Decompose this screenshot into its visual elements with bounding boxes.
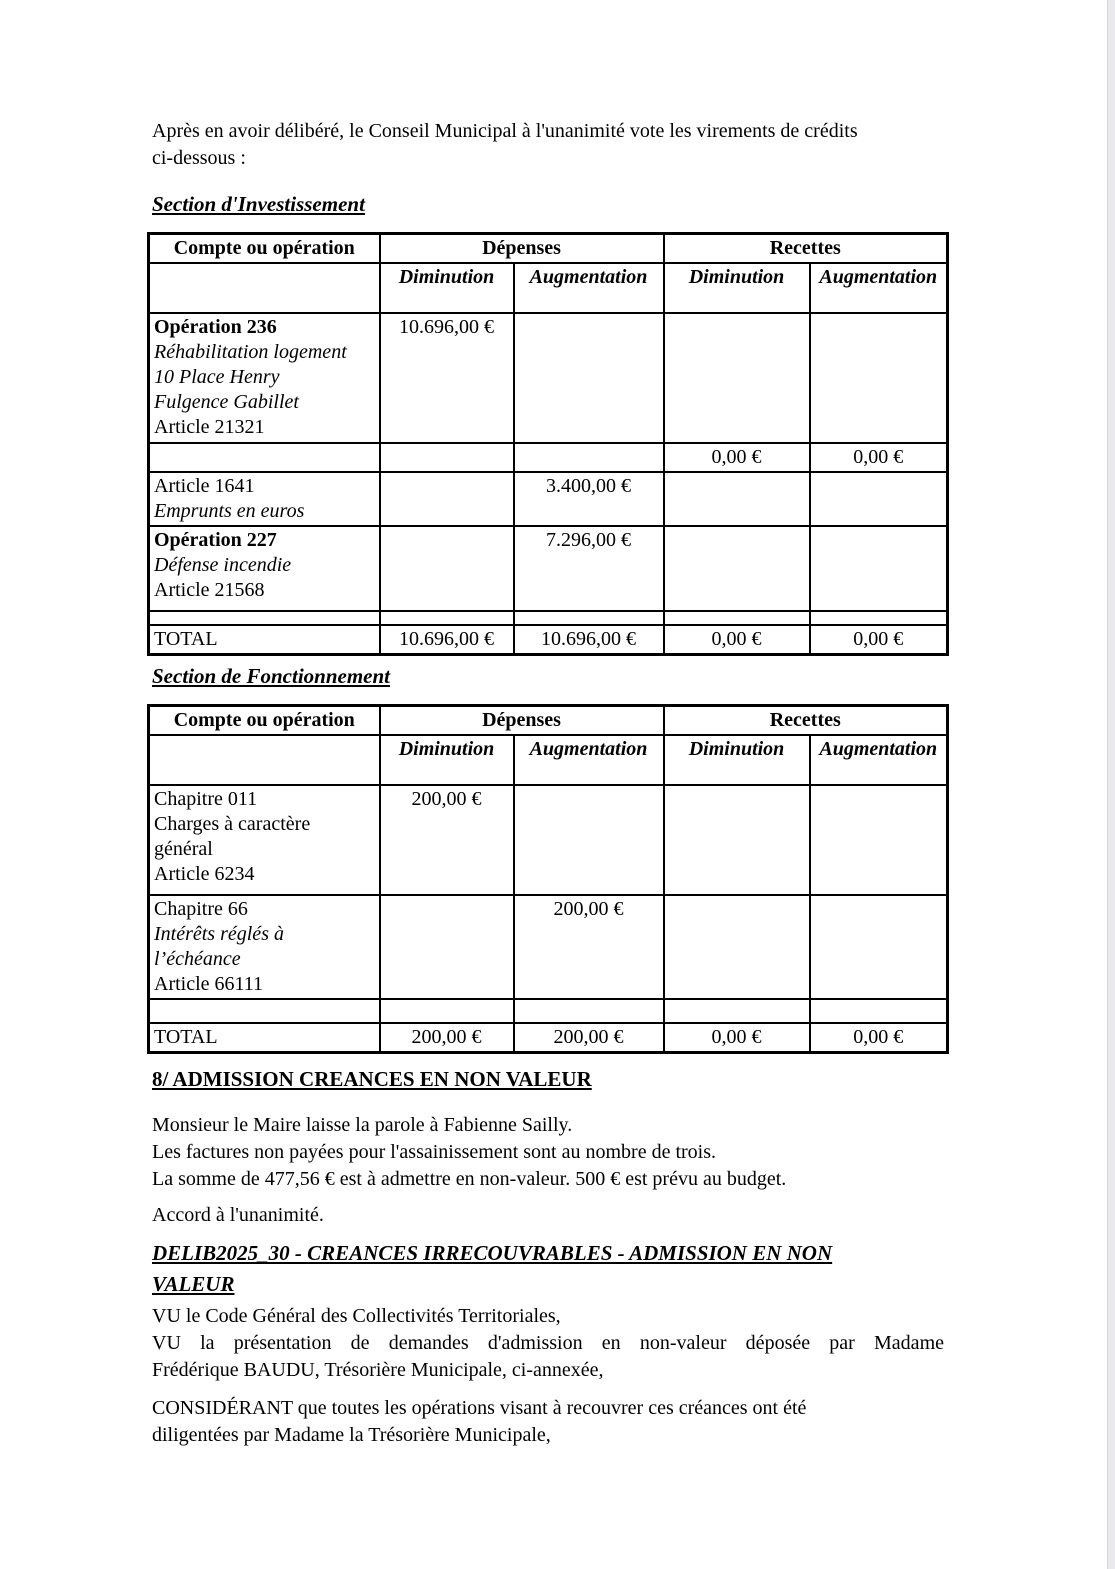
scrollbar-track[interactable] bbox=[1107, 0, 1115, 1569]
table-row bbox=[149, 785, 948, 895]
considerant-line-2: diligentées par Madame la Trésorière Municipale, bbox=[152, 1424, 551, 1446]
chapitre-66-desc-1: Intérêts réglés à bbox=[154, 923, 284, 945]
article-1641-desc: Emprunts en euros bbox=[154, 500, 305, 522]
empty-cell bbox=[380, 443, 514, 472]
spacer-row bbox=[149, 611, 948, 625]
empty-cell bbox=[810, 611, 948, 625]
table-header-row-sub bbox=[149, 735, 948, 785]
empty-cell bbox=[149, 999, 380, 1023]
chapitre-011-title: Chapitre 011 bbox=[154, 788, 258, 810]
chapitre-66-desc-2: l’échéance bbox=[154, 948, 241, 970]
vu-line-2: VU la présentation de demandes d'admission en non-valeur déposée par Madame bbox=[152, 1332, 944, 1354]
vu-paragraph bbox=[152, 1303, 944, 1384]
empty-cell bbox=[380, 472, 514, 526]
operation-236-desc-3: Fulgence Gabillet bbox=[154, 391, 299, 413]
empty-cell bbox=[380, 895, 514, 999]
empty-cell bbox=[664, 999, 810, 1023]
table-row bbox=[149, 472, 948, 526]
empty-cell bbox=[514, 999, 664, 1023]
empty-cell bbox=[149, 263, 380, 313]
total-dep-dim: 10.696,00 € bbox=[380, 625, 514, 655]
section-title-investissement: Section d'Investissement bbox=[152, 192, 365, 216]
header-depenses-augmentation: Augmentation bbox=[514, 263, 664, 313]
cell-amount: 10.696,00 € bbox=[380, 313, 514, 443]
investissement-table bbox=[147, 232, 949, 656]
total-rec-aug: 0,00 € bbox=[810, 1023, 948, 1053]
chapitre-66-title: Chapitre 66 bbox=[154, 898, 248, 920]
empty-cell bbox=[514, 313, 664, 443]
header-compte-ou-operation: Compte ou opération bbox=[149, 234, 380, 264]
intro-line-2: ci-dessous : bbox=[152, 147, 246, 169]
fonctionnement-table bbox=[147, 704, 949, 1054]
heading-admission-creances: 8/ ADMISSION CREANCES EN NON VALEUR bbox=[152, 1067, 592, 1091]
cell-amount: 200,00 € bbox=[514, 895, 664, 999]
empty-cell bbox=[149, 735, 380, 785]
empty-cell bbox=[810, 785, 948, 895]
total-label: TOTAL bbox=[149, 1023, 380, 1053]
header-recettes-augmentation: Augmentation bbox=[810, 735, 948, 785]
chapitre-011-desc-2: général bbox=[154, 838, 213, 860]
intro-paragraph bbox=[152, 118, 944, 172]
table-row bbox=[149, 526, 948, 611]
section-title-fonctionnement: Section de Fonctionnement bbox=[152, 664, 391, 688]
chapitre-66-article: Article 66111 bbox=[154, 973, 264, 995]
operation-236-title: Opération 236 bbox=[154, 316, 277, 338]
table-header-row-groups bbox=[149, 706, 948, 736]
empty-cell bbox=[514, 611, 664, 625]
table-row bbox=[149, 443, 948, 472]
header-recettes-diminution: Diminution bbox=[664, 735, 810, 785]
cell-amount: 200,00 € bbox=[380, 785, 514, 895]
total-row bbox=[149, 1023, 948, 1053]
operation-236-desc-1: Réhabilitation logement bbox=[154, 341, 347, 363]
spacer-row bbox=[149, 999, 948, 1023]
empty-cell bbox=[514, 785, 664, 895]
table-header-row-sub bbox=[149, 263, 948, 313]
document-content bbox=[152, 0, 944, 1569]
operation-236-desc-2: 10 Place Henry bbox=[154, 366, 280, 388]
accord-paragraph: Accord à l'unanimité. bbox=[152, 1204, 324, 1226]
empty-cell bbox=[664, 785, 810, 895]
table-row bbox=[149, 895, 948, 999]
table-row bbox=[149, 313, 948, 443]
total-dep-aug: 10.696,00 € bbox=[514, 625, 664, 655]
header-depenses-augmentation: Augmentation bbox=[514, 735, 664, 785]
header-depenses: Dépenses bbox=[380, 706, 664, 736]
cell-operation-236 bbox=[149, 313, 380, 443]
cell-amount: 7.296,00 € bbox=[514, 526, 664, 611]
total-label: TOTAL bbox=[149, 625, 380, 655]
considerant-line-1: CONSIDÉRANT que toutes les opérations visant à recouvrer ces créances ont été bbox=[152, 1397, 807, 1419]
header-depenses: Dépenses bbox=[380, 234, 664, 264]
empty-cell bbox=[380, 999, 514, 1023]
empty-cell bbox=[810, 313, 948, 443]
intro-line-1: Après en avoir délibéré, le Conseil Municipal à l'unanimité vote les virements de crédits bbox=[152, 120, 858, 142]
empty-cell bbox=[664, 895, 810, 999]
heading-delib-2025-30 bbox=[152, 1238, 944, 1300]
cell-amount: 3.400,00 € bbox=[514, 472, 664, 526]
considerant-paragraph bbox=[152, 1395, 944, 1449]
cell-chapitre-011 bbox=[149, 785, 380, 895]
total-dep-dim: 200,00 € bbox=[380, 1023, 514, 1053]
total-row bbox=[149, 625, 948, 655]
total-rec-aug: 0,00 € bbox=[810, 625, 948, 655]
header-recettes: Recettes bbox=[664, 706, 948, 736]
cell-amount: 0,00 € bbox=[810, 443, 948, 472]
admission-line-1: Monsieur le Maire laisse la parole à Fabienne Sailly. bbox=[152, 1114, 573, 1136]
operation-227-article: Article 21568 bbox=[154, 579, 265, 601]
total-dep-aug: 200,00 € bbox=[514, 1023, 664, 1053]
operation-227-desc: Défense incendie bbox=[154, 554, 292, 576]
empty-cell bbox=[514, 443, 664, 472]
header-compte-ou-operation: Compte ou opération bbox=[149, 706, 380, 736]
chapitre-011-desc-1: Charges à caractère bbox=[154, 813, 311, 835]
empty-cell bbox=[664, 472, 810, 526]
header-depenses-diminution: Diminution bbox=[380, 735, 514, 785]
empty-cell bbox=[810, 526, 948, 611]
cell-operation-227 bbox=[149, 526, 380, 611]
cell-article-1641 bbox=[149, 472, 380, 526]
empty-cell bbox=[810, 472, 948, 526]
empty-cell bbox=[380, 611, 514, 625]
vu-line-3: Frédérique BAUDU, Trésorière Municipale, ci-annexée, bbox=[152, 1359, 604, 1381]
admission-line-2: Les factures non payées pour l'assainissement sont au nombre de trois. bbox=[152, 1141, 717, 1163]
table-header-row-groups bbox=[149, 234, 948, 264]
header-depenses-diminution: Diminution bbox=[380, 263, 514, 313]
header-recettes-augmentation: Augmentation bbox=[810, 263, 948, 313]
empty-cell bbox=[149, 611, 380, 625]
delib-heading-line-2: VALEUR bbox=[152, 1272, 235, 1296]
empty-cell bbox=[380, 526, 514, 611]
header-recettes: Recettes bbox=[664, 234, 948, 264]
chapitre-011-article: Article 6234 bbox=[154, 863, 255, 885]
empty-cell bbox=[810, 999, 948, 1023]
article-1641-title: Article 1641 bbox=[154, 475, 255, 497]
cell-chapitre-66 bbox=[149, 895, 380, 999]
cell-amount: 0,00 € bbox=[664, 443, 810, 472]
admission-line-3: La somme de 477,56 € est à admettre en non-valeur. 500 € est prévu au budget. bbox=[152, 1168, 787, 1190]
operation-236-article: Article 21321 bbox=[154, 416, 265, 438]
empty-cell bbox=[149, 443, 380, 472]
admission-paragraph bbox=[152, 1112, 944, 1193]
total-rec-dim: 0,00 € bbox=[664, 625, 810, 655]
vu-line-1: VU le Code Général des Collectivités Territoriales, bbox=[152, 1305, 561, 1327]
empty-cell bbox=[810, 895, 948, 999]
delib-heading-line-1: DELIB2025_30 - CREANCES IRRECOUVRABLES - ADMISSION EN NON bbox=[152, 1241, 833, 1265]
empty-cell bbox=[664, 526, 810, 611]
empty-cell bbox=[664, 313, 810, 443]
operation-227-title: Opération 227 bbox=[154, 529, 277, 551]
total-rec-dim: 0,00 € bbox=[664, 1023, 810, 1053]
header-recettes-diminution: Diminution bbox=[664, 263, 810, 313]
empty-cell bbox=[664, 611, 810, 625]
